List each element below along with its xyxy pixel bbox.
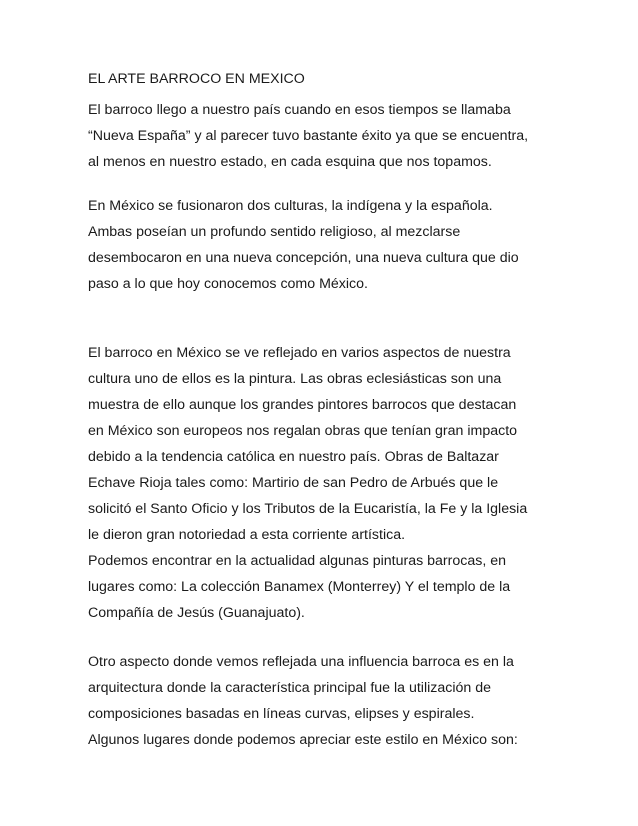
paragraph-cultures bbox=[88, 193, 558, 297]
document-title bbox=[88, 66, 558, 92]
paragraph-painting bbox=[88, 340, 558, 626]
paragraph-line: En México se fusionaron dos culturas, la indígena y la española. bbox=[88, 198, 493, 214]
paragraph-line: cultura uno de ellos es la pintura. Las obras eclesiásticas son una bbox=[88, 371, 502, 387]
paragraph-line: Algunos lugares donde podemos apreciar este estilo en México son: bbox=[88, 732, 518, 748]
paragraph-line: desembocaron en una nueva concepción, una nueva cultura que dio bbox=[88, 250, 519, 266]
paragraph-line: Otro aspecto donde vemos reflejada una influencia barroca es en la bbox=[88, 654, 514, 670]
paragraph-line: El barroco en México se ve reflejado en varios aspectos de nuestra bbox=[88, 345, 511, 361]
paragraph-line: en México son europeos nos regalan obras que tenían gran impacto bbox=[88, 423, 518, 439]
paragraph-line: al menos en nuestro estado, en cada esquina que nos topamos. bbox=[88, 154, 492, 170]
paragraph-line: composiciones basadas en líneas curvas, elipses y espirales. bbox=[88, 706, 475, 722]
paragraph-line: lugares como: La colección Banamex (Monterrey) Y el templo de la bbox=[88, 579, 511, 595]
paragraph-line: Compañía de Jesús (Guanajuato). bbox=[88, 605, 305, 621]
title-text: EL ARTE BARROCO EN MEXICO bbox=[88, 71, 305, 87]
paragraph-line: Echave Rioja tales como: Martirio de san Pedro de Arbués que le bbox=[88, 475, 499, 491]
paragraph-intro bbox=[88, 97, 558, 175]
paragraph-line: Podemos encontrar en la actualidad algunas pinturas barrocas, en bbox=[88, 553, 507, 569]
paragraph-line: solicitó el Santo Oficio y los Tributos de la Eucaristía, la Fe y la Iglesia bbox=[88, 501, 528, 517]
paragraph-line: El barroco llego a nuestro país cuando en esos tiempos se llamaba bbox=[88, 102, 511, 118]
paragraph-line: le dieron gran notoriedad a esta corriente artística. bbox=[88, 527, 406, 543]
paragraph-line: debido a la tendencia católica en nuestro país. Obras de Baltazar bbox=[88, 449, 499, 465]
paragraph-architecture bbox=[88, 649, 558, 753]
paragraph-line: “Nueva España” y al parecer tuvo bastante éxito ya que se encuentra, bbox=[88, 128, 529, 144]
paragraph-line: Ambas poseían un profundo sentido religioso, al mezclarse bbox=[88, 224, 461, 240]
paragraph-line: muestra de ello aunque los grandes pintores barrocos que destacan bbox=[88, 397, 517, 413]
paragraph-line: paso a lo que hoy conocemos como México. bbox=[88, 276, 368, 292]
paragraph-line: arquitectura donde la característica principal fue la utilización de bbox=[88, 680, 491, 696]
